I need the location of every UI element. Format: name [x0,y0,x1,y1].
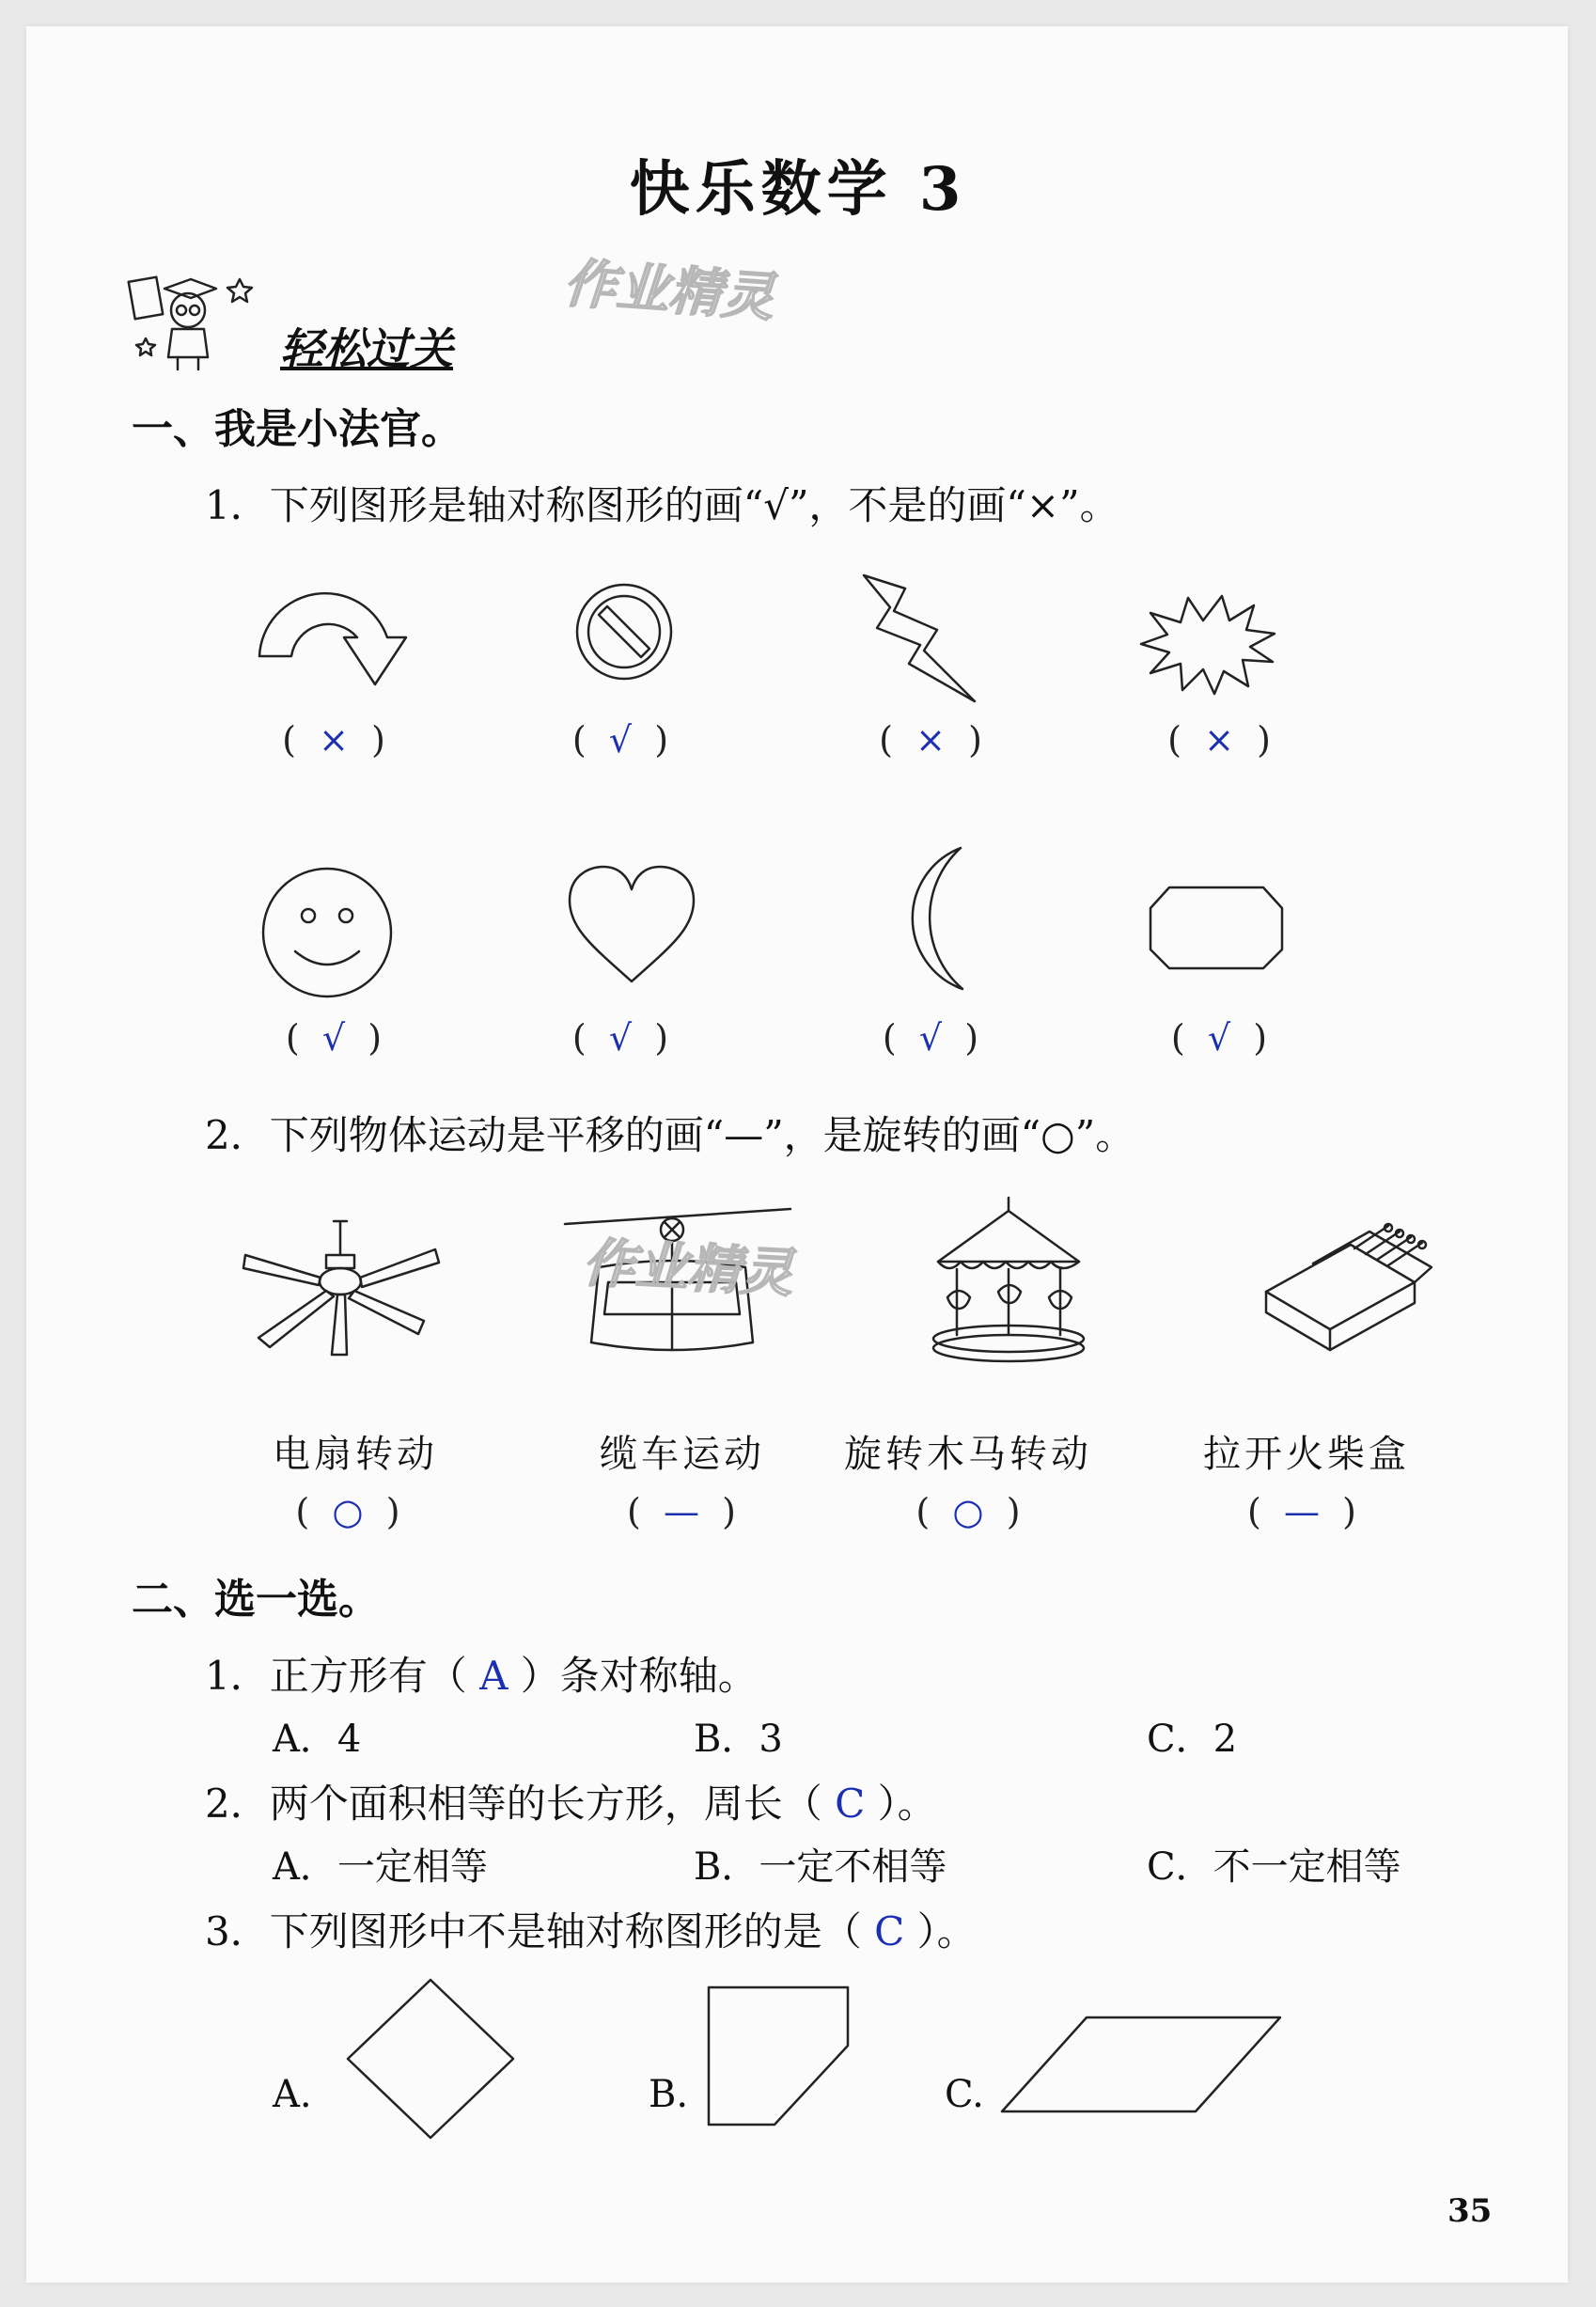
question-2-3-prefix: 3．下列图形中不是轴对称图形的是（ [205,1908,862,1954]
answer-1-2-c[interactable]: ○ [952,1491,984,1532]
question-2-1-suffix: ）条对称轴。 [520,1653,758,1699]
page-title: 快乐数学 3 [629,154,967,225]
answer-paren: ( √ ) [571,1017,669,1059]
answer-1-1-g[interactable]: √ [918,1017,943,1059]
matchbox-icon [1257,1222,1435,1363]
answer-1-1-e[interactable]: √ [321,1017,346,1059]
answer-1-2-d[interactable]: — [1284,1491,1320,1532]
answer-paren: ( × ) [282,719,385,761]
answer-paren: ( ○ ) [915,1491,1021,1532]
option-2-3-b: B. [649,2073,689,2116]
caption-fan: 电扇转动 [273,1433,438,1476]
answer-paren: ( × ) [879,719,982,761]
question-1-1: 1．下列图形是轴对称图形的画“√”，不是的画“×”。 [205,482,1119,528]
starburst-shape [1137,592,1278,696]
answer-1-1-f[interactable]: √ [608,1017,633,1059]
answer-1-1-b[interactable]: √ [608,719,633,761]
answer-paren: ( ○ ) [295,1491,400,1532]
answer-paren: ( — ) [1247,1491,1356,1532]
caption-carousel: 旋转木马转动 [844,1433,1092,1476]
ceiling-fan-icon [240,1217,442,1358]
answer-2-2[interactable]: C [835,1781,866,1827]
question-2-1-prefix: 1．正方形有（ [205,1653,467,1699]
option-2-3-c: C. [945,2073,984,2116]
question-1-2: 2．下列物体运动是平移的画“—”，是旋转的画“○”。 [205,1112,1135,1158]
answer-paren: ( √ ) [571,719,669,761]
question-2-2 [205,1773,937,1829]
question-2-3-suffix: ）。 [916,1908,977,1954]
option-2-3-a: A. [273,2073,312,2116]
answer-paren: ( — ) [627,1491,736,1532]
answer-1-2-a[interactable]: ○ [332,1491,364,1532]
option-2-2-c: C．不一定相等 [1147,1845,1401,1889]
parallelogram-shape [998,2014,1284,2119]
cut-corner-rectangle-shape [705,1984,855,2129]
section-heading-1: 一、我是小法官。 [132,405,462,453]
question-2-3 [205,1901,977,1957]
answer-paren: ( × ) [1167,719,1271,761]
section-heading-2: 二、选一选。 [132,1576,380,1624]
option-2-1-a: A．4 [273,1718,362,1761]
carousel-icon [929,1194,1088,1363]
page-number: 35 [1447,2192,1493,2230]
option-2-1-b: B．3 [694,1718,783,1761]
diamond-shape [344,1976,517,2142]
caption-cable-car: 缆车运动 [600,1433,765,1476]
answer-paren: ( √ ) [1170,1017,1268,1059]
answer-1-2-b[interactable]: — [664,1491,699,1532]
caption-matchbox: 拉开火柴盒 [1203,1433,1410,1476]
option-2-2-a: A．一定相等 [273,1845,488,1889]
answer-1-1-d[interactable]: × [1204,719,1234,761]
answer-paren: ( √ ) [882,1017,979,1059]
no-sign-shape [571,579,677,684]
option-2-2-b: B．一定不相等 [694,1845,947,1889]
answer-2-3[interactable]: C [874,1908,905,1954]
answer-1-1-h[interactable]: √ [1207,1017,1231,1059]
section-badge: 轻松过关 [280,323,453,374]
curved-arrow-shape [256,573,415,696]
option-2-1-c: C．2 [1147,1718,1238,1761]
question-2-2-prefix: 2．两个面积相等的长方形，周长（ [205,1781,822,1827]
crescent-moon-shape [885,844,979,995]
question-2-1 [205,1645,758,1702]
answer-2-1[interactable]: A [479,1653,509,1699]
question-2-2-suffix: ）。 [877,1781,937,1827]
answer-1-1-a[interactable]: × [319,719,349,761]
watermark: 作业精灵 [561,253,776,329]
watermark: 作业精灵 [581,1232,795,1305]
lightning-shape [860,572,982,708]
smiley-face-shape [259,865,396,1001]
answer-paren: ( √ ) [285,1017,383,1059]
octagon-shape [1147,884,1286,972]
heart-shape [566,863,697,987]
teacher-mascot-icon [127,268,268,371]
answer-1-1-c[interactable]: × [915,719,946,761]
